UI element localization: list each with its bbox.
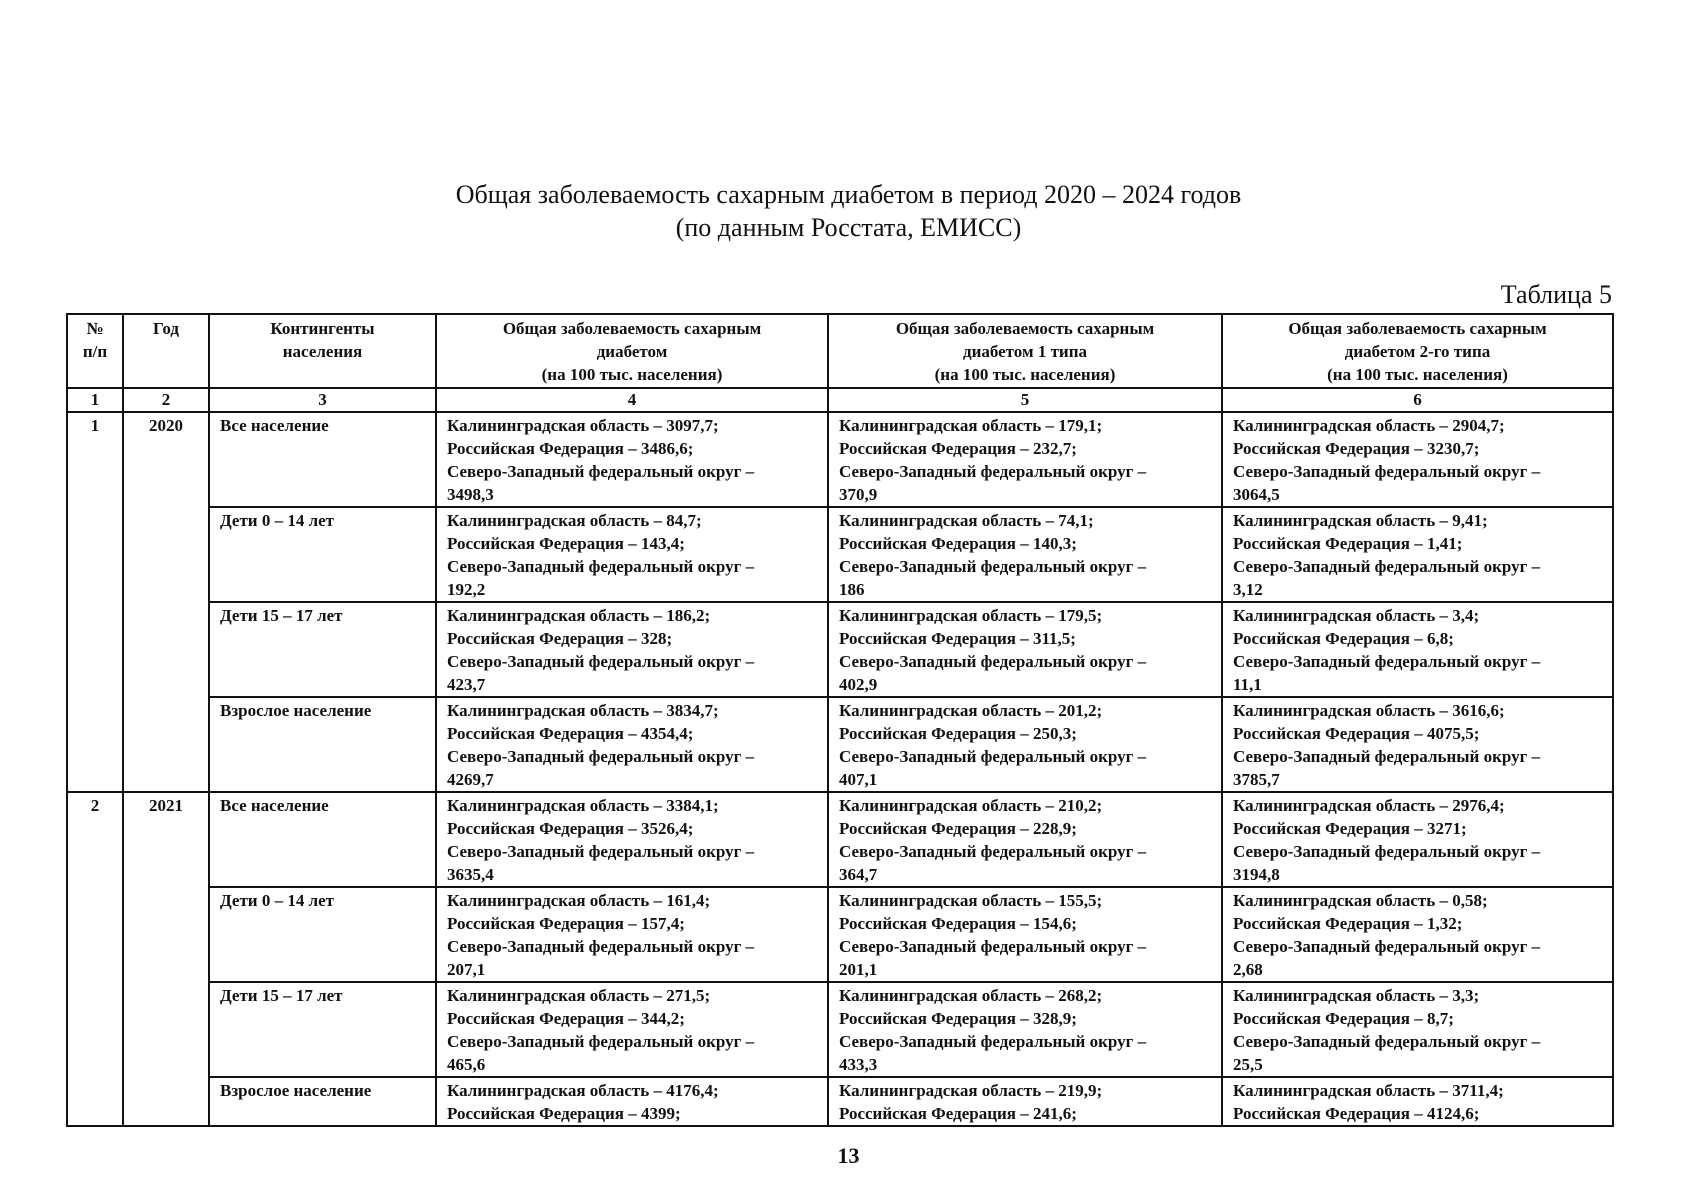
type1-incidence-cell (828, 412, 1222, 507)
cell-line: 3064,5 (1233, 485, 1280, 504)
header-contingent (209, 314, 436, 388)
cell-line: 423,7 (447, 675, 486, 694)
total-incidence-cell (436, 412, 828, 507)
header-number (67, 314, 123, 388)
cell-line: Российская Федерация – 3230,7; (1233, 439, 1480, 458)
cell-line: Калининградская область – 161,4; (447, 891, 711, 910)
cell-line: 3194,8 (1233, 865, 1280, 884)
cell-line: Российская Федерация – 1,41; (1233, 534, 1463, 553)
cell-line: Российская Федерация – 250,3; (839, 724, 1077, 743)
cell-line: Северо-Западный федеральный округ – (839, 1032, 1147, 1051)
contingent-cell: Все население (209, 412, 436, 507)
table-label: Таблица 5 (1500, 280, 1612, 309)
cell-line: Северо-Западный федеральный округ – (1233, 557, 1541, 576)
cell-line: Российская Федерация – 6,8; (1233, 629, 1454, 648)
cell-line: диабетом 1 типа (962, 342, 1088, 361)
cell-line: Калининградская область – 0,58; (1233, 891, 1488, 910)
contingent-cell: Взрослое население (209, 1077, 436, 1126)
column-number: 5 (828, 388, 1222, 412)
type2-incidence-cell (1222, 792, 1613, 887)
cell-line: Российская Федерация – 3271; (1233, 819, 1467, 838)
cell-line: 3,12 (1233, 580, 1263, 599)
cell-line: Северо-Западный федеральный округ – (1233, 652, 1541, 671)
cell-line: 364,7 (839, 865, 878, 884)
cell-line: населения (282, 342, 363, 361)
cell-line: Общая заболеваемость сахарным (895, 319, 1155, 338)
cell-line: Калининградская область – 271,5; (447, 986, 711, 1005)
total-incidence-cell (436, 697, 828, 792)
cell-line: Северо-Западный федеральный округ – (447, 842, 755, 861)
type2-incidence-cell (1222, 697, 1613, 792)
type2-incidence-cell (1222, 507, 1613, 602)
header-year (123, 314, 209, 388)
total-incidence-cell (436, 1077, 828, 1126)
cell-line: Калининградская область – 3097,7; (447, 416, 719, 435)
cell-line: Российская Федерация – 157,4; (447, 914, 685, 933)
cell-line: 402,9 (839, 675, 878, 694)
type2-incidence-cell (1222, 412, 1613, 507)
contingent-cell: Дети 0 – 14 лет (209, 507, 436, 602)
cell-line: Калининградская область – 186,2; (447, 606, 711, 625)
total-incidence-cell (436, 982, 828, 1077)
cell-line: Российская Федерация – 241,6; (839, 1104, 1077, 1123)
cell-line: Общая заболеваемость сахарным (502, 319, 762, 338)
cell-line: Российская Федерация – 4124,6; (1233, 1104, 1480, 1123)
cell-line: Российская Федерация – 328; (447, 629, 673, 648)
row-number: 1 (67, 412, 123, 792)
row-year: 2020 (123, 412, 209, 792)
cell-line: 186 (839, 580, 865, 599)
type1-incidence-cell (828, 982, 1222, 1077)
cell-line: Контингенты (270, 319, 375, 338)
cell-line: Северо-Западный федеральный округ – (1233, 462, 1541, 481)
cell-line: Калининградская область – 74,1; (839, 511, 1094, 530)
cell-line: 2,68 (1233, 960, 1263, 979)
cell-line: Калининградская область – 3711,4; (1233, 1081, 1504, 1100)
column-number: 1 (67, 388, 123, 412)
contingent-cell: Дети 15 – 17 лет (209, 602, 436, 697)
cell-line: Калининградская область – 2904,7; (1233, 416, 1505, 435)
cell-line: Калининградская область – 2976,4; (1233, 796, 1505, 815)
cell-line: (на 100 тыс. населения) (934, 365, 1116, 384)
cell-line: Северо-Западный федеральный округ – (1233, 747, 1541, 766)
cell-line: Калининградская область – 219,9; (839, 1081, 1103, 1100)
cell-line: Калининградская область – 9,41; (1233, 511, 1488, 530)
cell-line: Калининградская область – 268,2; (839, 986, 1103, 1005)
cell-line: Северо-Западный федеральный округ – (839, 557, 1147, 576)
cell-line: Калининградская область – 3,4; (1233, 606, 1480, 625)
cell-line: Калининградская область – 201,2; (839, 701, 1103, 720)
cell-line: Северо-Западный федеральный округ – (839, 842, 1147, 861)
cell-line: 370,9 (839, 485, 878, 504)
cell-line: Северо-Западный федеральный округ – (839, 747, 1147, 766)
cell-line: Калининградская область – 3,3; (1233, 986, 1480, 1005)
cell-line: Российская Федерация – 228,9; (839, 819, 1077, 838)
cell-line: Калининградская область – 3834,7; (447, 701, 719, 720)
cell-line: диабетом (596, 342, 668, 361)
cell-line: 407,1 (839, 770, 878, 789)
cell-line: Российская Федерация – 232,7; (839, 439, 1077, 458)
cell-line: Северо-Западный федеральный округ – (1233, 937, 1541, 956)
cell-line: 433,3 (839, 1055, 878, 1074)
cell-line: Калининградская область – 155,5; (839, 891, 1103, 910)
contingent-cell: Взрослое население (209, 697, 436, 792)
table-row (67, 1077, 1613, 1126)
type2-incidence-cell (1222, 1077, 1613, 1126)
contingent-cell: Все население (209, 792, 436, 887)
cell-line: Российская Федерация – 1,32; (1233, 914, 1463, 933)
row-number: 2 (67, 792, 123, 1126)
cell-line: Российская Федерация – 311,5; (839, 629, 1076, 648)
cell-line: Калининградская область – 179,5; (839, 606, 1103, 625)
cell-line: Северо-Западный федеральный округ – (1233, 1032, 1541, 1051)
header-total-incidence (436, 314, 828, 388)
table-row (67, 887, 1613, 982)
cell-line: диабетом 2-го типа (1344, 342, 1491, 361)
type2-incidence-cell (1222, 602, 1613, 697)
cell-line: Калининградская область – 3384,1; (447, 796, 719, 815)
table-row (67, 982, 1613, 1077)
cell-line: Северо-Западный федеральный округ – (447, 462, 755, 481)
column-number: 4 (436, 388, 828, 412)
document-title (0, 178, 1697, 244)
type2-incidence-cell (1222, 982, 1613, 1077)
cell-line: п/п (82, 342, 108, 361)
cell-line: Северо-Западный федеральный округ – (447, 747, 755, 766)
cell-line: Северо-Западный федеральный округ – (447, 557, 755, 576)
title-line-1: Общая заболеваемость сахарным диабетом в период 2020 – 2024 годов (455, 180, 1242, 209)
title-line-2: (по данным Росстата, ЕМИСС) (675, 213, 1022, 242)
cell-line: Российская Федерация – 4399; (447, 1104, 681, 1123)
table-row (67, 412, 1613, 507)
total-incidence-cell (436, 507, 828, 602)
cell-line: Российская Федерация – 344,2; (447, 1009, 685, 1028)
cell-line: Северо-Западный федеральный округ – (447, 937, 755, 956)
type1-incidence-cell (828, 697, 1222, 792)
header-type1-incidence (828, 314, 1222, 388)
cell-line: Российская Федерация – 3526,4; (447, 819, 694, 838)
cell-line: Общая заболеваемость сахарным (1288, 319, 1547, 338)
cell-line: Российская Федерация – 140,3; (839, 534, 1077, 553)
cell-line: Калининградская область – 4176,4; (447, 1081, 719, 1100)
cell-line: 3785,7 (1233, 770, 1280, 789)
cell-line: Российская Федерация – 3486,6; (447, 439, 694, 458)
type2-incidence-cell (1222, 887, 1613, 982)
cell-line: 201,1 (839, 960, 878, 979)
cell-line: Северо-Западный федеральный округ – (1233, 842, 1541, 861)
cell-line: № (86, 319, 104, 338)
diabetes-incidence-table (66, 313, 1614, 1127)
row-year: 2021 (123, 792, 209, 1126)
column-number: 6 (1222, 388, 1613, 412)
cell-line: Российская Федерация – 154,6; (839, 914, 1077, 933)
cell-line: Северо-Западный федеральный округ – (839, 462, 1147, 481)
cell-line: 3635,4 (447, 865, 494, 884)
table-row (67, 697, 1613, 792)
type1-incidence-cell (828, 792, 1222, 887)
header-type2-incidence (1222, 314, 1613, 388)
total-incidence-cell (436, 602, 828, 697)
type1-incidence-cell (828, 507, 1222, 602)
cell-line: Калининградская область – 210,2; (839, 796, 1103, 815)
contingent-cell: Дети 0 – 14 лет (209, 887, 436, 982)
cell-line: Калининградская область – 179,1; (839, 416, 1103, 435)
cell-line: 192,2 (447, 580, 486, 599)
column-number: 2 (123, 388, 209, 412)
cell-line: Северо-Западный федеральный округ – (839, 937, 1147, 956)
cell-line: Северо-Западный федеральный округ – (447, 1032, 755, 1051)
table-row (67, 507, 1613, 602)
total-incidence-cell (436, 792, 828, 887)
cell-line: 11,1 (1233, 675, 1262, 694)
cell-line: Российская Федерация – 143,4; (447, 534, 685, 553)
page-number: 13 (837, 1143, 860, 1168)
table-row (67, 602, 1613, 697)
cell-line: (на 100 тыс. населения) (541, 365, 723, 384)
cell-line: (на 100 тыс. населения) (1327, 365, 1508, 384)
cell-line: Калининградская область – 3616,6; (1233, 701, 1505, 720)
cell-line: 207,1 (447, 960, 486, 979)
total-incidence-cell (436, 887, 828, 982)
table-row (67, 792, 1613, 887)
cell-line: Российская Федерация – 4354,4; (447, 724, 694, 743)
cell-line: Российская Федерация – 4075,5; (1233, 724, 1480, 743)
type1-incidence-cell (828, 602, 1222, 697)
cell-line: Российская Федерация – 328,9; (839, 1009, 1077, 1028)
header-row (67, 314, 1613, 388)
column-number: 3 (209, 388, 436, 412)
cell-line: Северо-Западный федеральный округ – (839, 652, 1147, 671)
column-numbers-row (67, 388, 1613, 412)
cell-line: 3498,3 (447, 485, 494, 504)
contingent-cell: Дети 15 – 17 лет (209, 982, 436, 1077)
cell-line: 465,6 (447, 1055, 486, 1074)
cell-line: 4269,7 (447, 770, 494, 789)
cell-line: 25,5 (1233, 1055, 1263, 1074)
cell-line: Российская Федерация – 8,7; (1233, 1009, 1454, 1028)
type1-incidence-cell (828, 887, 1222, 982)
cell-line: Северо-Западный федеральный округ – (447, 652, 755, 671)
type1-incidence-cell (828, 1077, 1222, 1126)
cell-line: Калининградская область – 84,7; (447, 511, 702, 530)
cell-line: Год (153, 319, 179, 338)
